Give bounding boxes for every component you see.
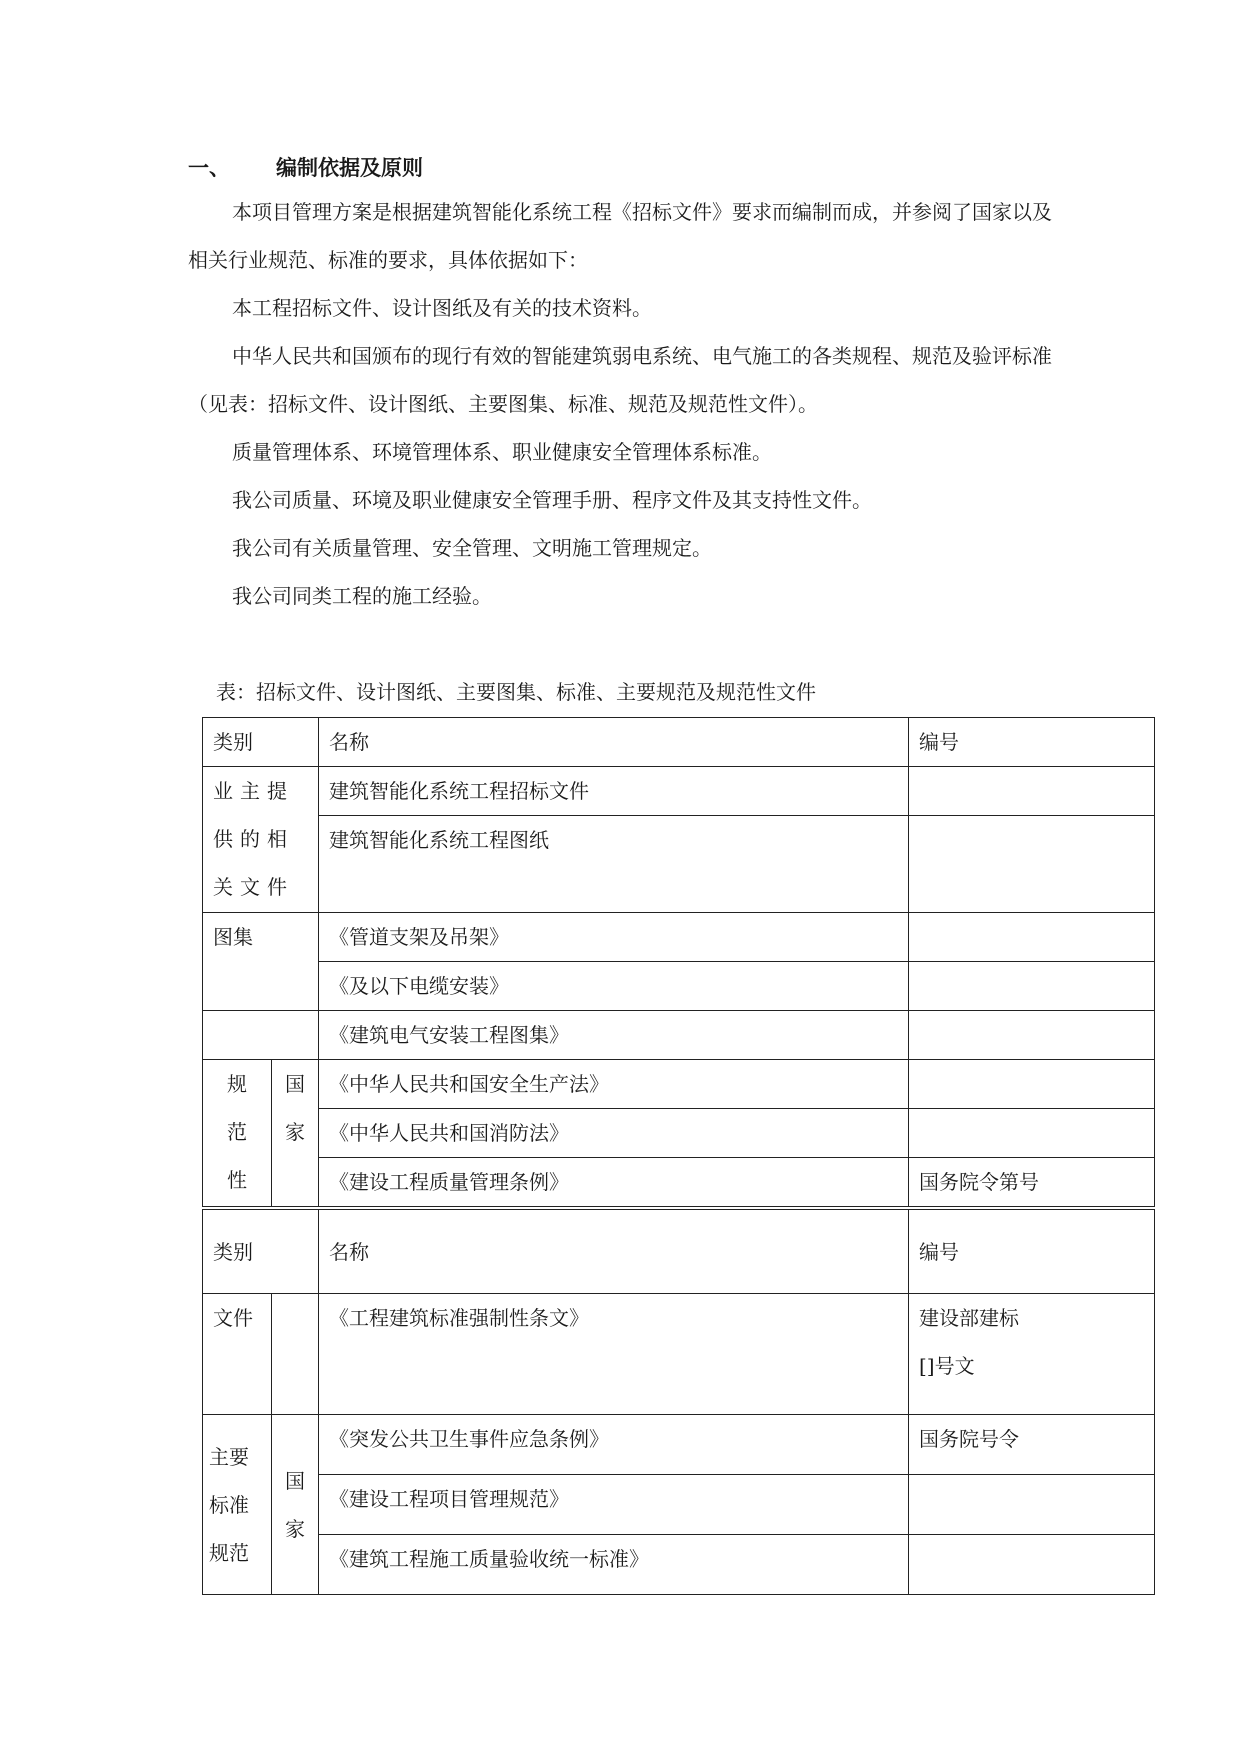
doc-number — [909, 1475, 1155, 1535]
doc-name: 《建筑电气安装工程图集》 — [319, 1011, 909, 1060]
header-number: 编号 — [909, 718, 1155, 767]
doc-number — [909, 913, 1155, 962]
standards-table-part2 — [202, 1209, 1155, 1595]
doc-number — [909, 1011, 1155, 1060]
category-atlas: 图集 — [203, 913, 319, 1011]
table-row — [203, 816, 1155, 913]
category-line: 标准 — [209, 1492, 249, 1517]
doc-number — [909, 962, 1155, 1011]
category-line: 主要 — [209, 1444, 249, 1469]
doc-name: 《工程建筑标准强制性条文》 — [319, 1294, 909, 1415]
section-title: 编制依据及原则 — [276, 156, 423, 180]
category-main-standards — [203, 1415, 272, 1595]
subcategory-national — [272, 1060, 319, 1207]
doc-number: 国务院号令 — [909, 1415, 1155, 1475]
section-heading — [188, 152, 423, 182]
header-name: 名称 — [319, 718, 909, 767]
paragraph-basis-1: 本工程招标文件、设计图纸及有关的技术资料。 — [232, 296, 652, 320]
doc-name: 《及以下电缆安装》 — [319, 962, 909, 1011]
subcategory-char: 国 — [285, 1072, 305, 1096]
header-name: 名称 — [319, 1210, 909, 1294]
standards-table-part1 — [202, 717, 1155, 1207]
table-row — [203, 1475, 1155, 1535]
paragraph-intro: 本项目管理方案是根据建筑智能化系统工程《招标文件》要求而编制而成，并参阅了国家以及相关行业规范、标准的要求，具体依据如下： — [188, 200, 1052, 272]
doc-name: 《建筑工程施工质量验收统一标准》 — [319, 1535, 909, 1595]
doc-number — [909, 1294, 1155, 1415]
doc-name: 建筑智能化系统工程招标文件 — [319, 767, 909, 816]
doc-number-line: 建设部建标 — [919, 1306, 1019, 1330]
category-owner-docs: 业主提供的相关文件 — [203, 767, 319, 913]
table-caption: 表：招标文件、设计图纸、主要图集、标准、主要规范及规范性文件 — [216, 680, 816, 704]
subcategory-char: 家 — [285, 1120, 305, 1144]
doc-name: 《建设工程质量管理条例》 — [319, 1158, 909, 1207]
table-row — [203, 962, 1155, 1011]
doc-name: 建筑智能化系统工程图纸 — [319, 816, 909, 913]
subcategory-national — [272, 1415, 319, 1595]
category-line: 规范 — [209, 1540, 249, 1565]
subcategory-empty — [272, 1294, 319, 1415]
table-header-row — [203, 718, 1155, 767]
category-normative — [203, 1060, 272, 1207]
doc-number — [909, 767, 1155, 816]
category-char: 范 — [227, 1120, 247, 1144]
doc-number — [909, 816, 1155, 913]
subcategory-char: 国 — [285, 1468, 305, 1493]
table-row — [203, 1535, 1155, 1595]
doc-number — [909, 1109, 1155, 1158]
table-header-row — [203, 1210, 1155, 1294]
table-row — [203, 1415, 1155, 1475]
category-files: 文件 — [203, 1294, 272, 1415]
doc-number: 国务院令第号 — [909, 1158, 1155, 1207]
paragraph-basis-6: 我公司同类工程的施工经验。 — [232, 584, 492, 608]
table-row — [203, 913, 1155, 962]
category-char: 性 — [227, 1168, 247, 1192]
doc-number — [909, 1535, 1155, 1595]
doc-name: 《中华人民共和国消防法》 — [319, 1109, 909, 1158]
doc-name: 《中华人民共和国安全生产法》 — [319, 1060, 909, 1109]
header-category: 类别 — [203, 1210, 319, 1294]
category-empty — [203, 1011, 319, 1060]
header-category: 类别 — [203, 718, 319, 767]
paragraph-basis-3: 质量管理体系、环境管理体系、职业健康安全管理体系标准。 — [232, 440, 772, 464]
table-row — [203, 1060, 1155, 1109]
paragraph-basis-2: 中华人民共和国颁布的现行有效的智能建筑弱电系统、电气施工的各类规程、规范及验评标准（见表：招标文件、设计图纸、主要图集、标准、规范及规范性文件）。 — [188, 344, 1052, 416]
doc-number — [909, 1060, 1155, 1109]
paragraph-basis-4: 我公司质量、环境及职业健康安全管理手册、程序文件及其支持性文件。 — [232, 488, 872, 512]
table-row — [203, 1011, 1155, 1060]
table-row — [203, 1294, 1155, 1415]
table-row — [203, 1158, 1155, 1207]
doc-number-line: []号文 — [919, 1354, 975, 1378]
category-char: 规 — [227, 1072, 247, 1096]
table-row — [203, 767, 1155, 816]
paragraph-basis-5: 我公司有关质量管理、安全管理、文明施工管理规定。 — [232, 536, 712, 560]
doc-name: 《管道支架及吊架》 — [319, 913, 909, 962]
doc-name: 《建设工程项目管理规范》 — [319, 1475, 909, 1535]
header-number: 编号 — [909, 1210, 1155, 1294]
doc-name: 《突发公共卫生事件应急条例》 — [319, 1415, 909, 1475]
section-number: 一、 — [188, 156, 230, 180]
subcategory-char: 家 — [285, 1516, 305, 1541]
table-row — [203, 1109, 1155, 1158]
